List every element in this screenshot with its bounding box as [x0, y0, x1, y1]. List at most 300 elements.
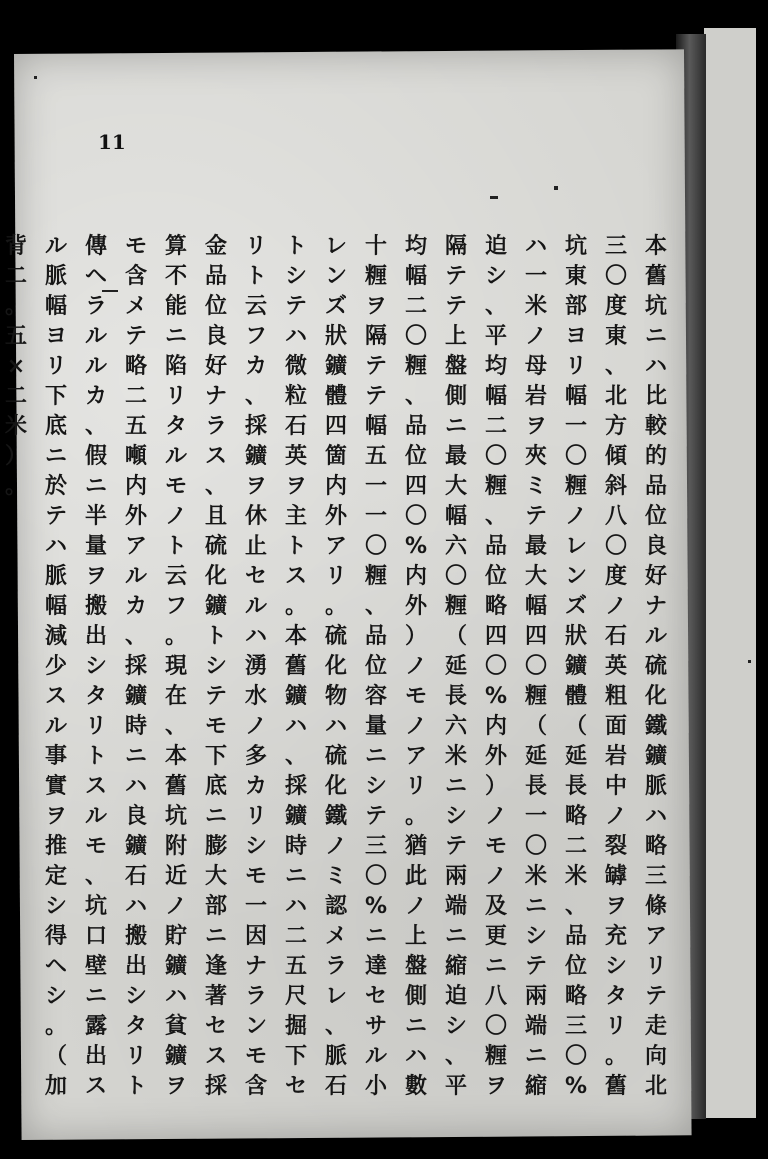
- text-char: 。: [44, 1014, 67, 1039]
- text-char: 五: [284, 954, 307, 979]
- text-char: ニ: [404, 1014, 427, 1039]
- text-char: ル: [44, 714, 67, 739]
- text-char: ノ: [604, 804, 627, 829]
- text-char: 。: [4, 474, 27, 499]
- text-char: ナ: [204, 384, 227, 409]
- text-char: 均: [404, 234, 427, 259]
- text-char: 〇: [484, 1014, 507, 1039]
- ink-mark: [34, 76, 37, 79]
- vertical-text-block: [4, 232, 676, 1099]
- text-column: [396, 232, 436, 1099]
- text-char: シ: [44, 894, 67, 919]
- text-char: 〇: [604, 264, 627, 289]
- text-char: テ: [364, 354, 387, 379]
- text-char: 部: [204, 894, 227, 919]
- text-char: %: [364, 894, 388, 919]
- text-char: ハ: [124, 894, 147, 919]
- text-char: 〇: [524, 834, 547, 859]
- text-char: ト: [204, 624, 227, 649]
- text-char: ニ: [84, 474, 107, 499]
- text-char: 充: [604, 924, 627, 949]
- text-char: ニ: [364, 744, 387, 769]
- text-char: 上: [404, 924, 427, 949]
- text-char: 四: [404, 474, 427, 499]
- text-char: モ: [164, 474, 187, 499]
- text-char: 〇: [484, 654, 507, 679]
- text-char: 石: [324, 1074, 347, 1099]
- text-char: 硫: [644, 654, 667, 679]
- text-char: 體: [324, 384, 347, 409]
- text-char: 底: [44, 414, 67, 439]
- text-char: 微: [284, 354, 307, 379]
- text-char: （: [564, 714, 587, 739]
- text-char: 〇: [364, 534, 387, 559]
- text-char: 。: [284, 594, 307, 619]
- text-char: 良: [204, 324, 227, 349]
- text-char: 幅: [524, 594, 547, 619]
- text-char: ナ: [644, 594, 667, 619]
- text-char: 中: [604, 774, 627, 799]
- text-char: ン: [324, 264, 347, 289]
- text-char: ト: [284, 234, 307, 259]
- text-char: 本: [284, 624, 307, 649]
- text-char: 糎: [484, 474, 507, 499]
- text-char: 長: [444, 684, 467, 709]
- text-char: 位: [404, 444, 427, 469]
- text-char: 硫: [324, 744, 347, 769]
- text-char: 隔: [364, 324, 387, 349]
- text-char: ニ: [524, 894, 547, 919]
- text-char: 品: [404, 414, 427, 439]
- text-char: （: [44, 1044, 67, 1069]
- text-char: ノ: [404, 654, 427, 679]
- text-char: 體: [564, 684, 587, 709]
- text-char: 搬: [124, 924, 147, 949]
- text-char: 脈: [324, 1044, 347, 1069]
- text-char: 、: [284, 744, 307, 769]
- text-char: 不: [164, 264, 187, 289]
- text-char: 〇: [524, 654, 547, 679]
- text-char: ）: [484, 774, 507, 799]
- text-char: カ: [244, 354, 267, 379]
- text-char: ニ: [444, 924, 467, 949]
- ink-mark: [748, 660, 751, 663]
- text-char: ノ: [324, 834, 347, 859]
- text-char: 〇: [564, 444, 587, 469]
- text-char: セ: [204, 1014, 227, 1039]
- text-char: ン: [564, 564, 587, 589]
- text-column: [316, 232, 356, 1099]
- text-char: 四: [484, 624, 507, 649]
- text-char: 著: [204, 984, 227, 1009]
- text-char: 湧: [244, 654, 267, 679]
- text-char: テ: [444, 834, 467, 859]
- text-char: 數: [404, 1074, 427, 1099]
- text-char: リ: [244, 234, 267, 259]
- text-char: 傾: [604, 444, 627, 469]
- text-char: 假: [84, 444, 107, 469]
- text-char: モ: [244, 1044, 267, 1069]
- text-char: リ: [244, 804, 267, 829]
- text-char: 石: [124, 864, 147, 889]
- text-char: 鐵: [644, 714, 667, 739]
- text-char: 。: [164, 624, 187, 649]
- text-char: 含: [244, 1074, 267, 1099]
- text-char: 北: [604, 384, 627, 409]
- text-char: シ: [124, 984, 147, 1009]
- text-char: 得: [44, 924, 67, 949]
- text-char: 云: [164, 564, 187, 589]
- text-char: タ: [124, 1014, 147, 1039]
- text-char: %: [404, 534, 428, 559]
- text-char: シ: [444, 1014, 467, 1039]
- text-char: ニ: [44, 444, 67, 469]
- text-char: 達: [364, 954, 387, 979]
- text-column: [356, 232, 396, 1099]
- text-char: 延: [444, 654, 467, 679]
- text-char: 、: [484, 294, 507, 319]
- text-char: ニ: [524, 1044, 547, 1069]
- text-char: 夾: [524, 444, 547, 469]
- text-char: 鑛: [204, 594, 227, 619]
- text-char: ニ: [204, 804, 227, 829]
- text-char: 内: [484, 714, 507, 739]
- text-char: 延: [524, 744, 547, 769]
- ink-mark: [554, 186, 558, 190]
- text-char: 東: [604, 324, 627, 349]
- text-char: 迫: [444, 984, 467, 1009]
- text-char: 、: [404, 384, 427, 409]
- text-char: 品: [644, 474, 667, 499]
- text-char: 時: [284, 834, 307, 859]
- text-char: ス: [284, 564, 307, 589]
- text-char: 八: [604, 504, 627, 529]
- text-char: 、: [444, 1044, 467, 1069]
- text-char: レ: [324, 984, 347, 1009]
- text-char: サ: [364, 1014, 387, 1039]
- text-char: タ: [164, 414, 187, 439]
- text-char: 下: [284, 1044, 307, 1069]
- text-char: ル: [84, 354, 107, 379]
- text-char: ニ: [444, 414, 467, 439]
- text-char: テ: [524, 504, 547, 529]
- text-char: ）: [4, 444, 27, 469]
- text-char: 向: [644, 1044, 667, 1069]
- text-column: [196, 232, 236, 1099]
- text-char: 坑: [644, 294, 667, 319]
- text-char: 三: [644, 864, 667, 889]
- text-char: 鑛: [164, 954, 187, 979]
- text-char: 米: [524, 294, 547, 319]
- text-char: ヲ: [84, 564, 107, 589]
- text-char: ハ: [644, 354, 667, 379]
- text-char: 搬: [84, 594, 107, 619]
- text-char: 。: [324, 594, 347, 619]
- text-char: 延: [564, 744, 587, 769]
- text-char: 。: [604, 1044, 627, 1069]
- text-char: ハ: [404, 1044, 427, 1069]
- text-char: シ: [364, 774, 387, 799]
- text-char: 的: [644, 444, 667, 469]
- text-char: 糎: [404, 354, 427, 379]
- text-char: シ: [484, 264, 507, 289]
- text-char: リ: [84, 714, 107, 739]
- text-char: 幅: [44, 294, 67, 319]
- text-char: 一: [244, 894, 267, 919]
- text-char: ヨ: [564, 324, 587, 349]
- text-char: 好: [644, 564, 667, 589]
- text-char: ス: [44, 684, 67, 709]
- text-char: 罅: [604, 864, 627, 889]
- text-char: 量: [84, 534, 107, 559]
- text-char: 幅: [444, 504, 467, 529]
- text-char: 露: [84, 1014, 107, 1039]
- text-char: 鑛: [124, 834, 147, 859]
- text-char: ハ: [284, 324, 307, 349]
- text-char: 鐵: [324, 804, 347, 829]
- text-char: 比: [644, 384, 667, 409]
- text-char: ヲ: [164, 1074, 187, 1099]
- text-char: 三: [564, 1014, 587, 1039]
- text-char: 〇: [364, 864, 387, 889]
- text-char: 側: [404, 984, 427, 1009]
- text-char: メ: [324, 924, 347, 949]
- text-char: ヲ: [284, 474, 307, 499]
- text-char: 加: [44, 1074, 67, 1099]
- text-char: ハ: [284, 714, 307, 739]
- text-column: [516, 232, 556, 1099]
- text-char: 内: [324, 474, 347, 499]
- text-char: %: [484, 684, 508, 709]
- text-char: 良: [644, 534, 667, 559]
- ink-mark: [490, 196, 498, 199]
- text-char: 多: [244, 744, 267, 769]
- text-char: テ: [444, 264, 467, 289]
- text-char: リ: [124, 1044, 147, 1069]
- text-char: ト: [84, 744, 107, 769]
- text-char: シ: [444, 804, 467, 829]
- text-char: セ: [364, 984, 387, 1009]
- text-char: 走: [644, 1014, 667, 1039]
- text-char: 鑛: [644, 744, 667, 769]
- text-char: 採: [284, 774, 307, 799]
- text-char: 内: [404, 564, 427, 589]
- text-char: ノ: [404, 894, 427, 919]
- text-char: 。: [404, 804, 427, 829]
- text-char: ハ: [124, 774, 147, 799]
- text-char: 箇: [324, 444, 347, 469]
- text-char: ノ: [164, 894, 187, 919]
- text-char: シ: [204, 654, 227, 679]
- text-char: 上: [444, 324, 467, 349]
- text-char: 兩: [524, 984, 547, 1009]
- text-char: 位: [564, 954, 587, 979]
- text-char: 最: [444, 444, 467, 469]
- text-char: ハ: [44, 534, 67, 559]
- text-char: 化: [644, 684, 667, 709]
- text-char: 因: [244, 924, 267, 949]
- text-char: 鑛: [284, 684, 307, 709]
- text-char: 現: [164, 654, 187, 679]
- text-char: 實: [44, 774, 67, 799]
- text-char: 及: [484, 894, 507, 919]
- text-char: ヲ: [44, 804, 67, 829]
- text-char: テ: [644, 984, 667, 1009]
- facing-page-edge: [704, 28, 756, 1118]
- text-char: 採: [244, 414, 267, 439]
- text-char: テ: [444, 294, 467, 319]
- text-char: 兩: [444, 864, 467, 889]
- text-char: 下: [44, 384, 67, 409]
- text-char: 膨: [204, 834, 227, 859]
- text-char: モ: [244, 864, 267, 889]
- text-char: 二: [484, 414, 507, 439]
- text-char: 鑛: [124, 684, 147, 709]
- text-char: テ: [284, 294, 307, 319]
- text-char: 、: [604, 354, 627, 379]
- text-char: ニ: [644, 324, 667, 349]
- text-char: カ: [124, 594, 147, 619]
- text-char: 量: [364, 714, 387, 739]
- text-char: ア: [124, 534, 147, 559]
- text-char: 出: [84, 624, 107, 649]
- text-char: ノ: [404, 714, 427, 739]
- text-char: ナ: [244, 954, 267, 979]
- text-char: モ: [124, 234, 147, 259]
- text-char: 大: [524, 564, 547, 589]
- text-char: ル: [164, 444, 187, 469]
- text-char: 位: [364, 654, 387, 679]
- text-char: 推: [44, 834, 67, 859]
- text-char: 含: [124, 264, 147, 289]
- text-char: ×: [6, 354, 26, 379]
- text-char: ニ: [124, 744, 147, 769]
- text-char: 外: [404, 594, 427, 619]
- text-char: 、: [364, 594, 387, 619]
- text-char: 二: [4, 384, 27, 409]
- text-char: リ: [324, 564, 347, 589]
- text-char: ト: [284, 534, 307, 559]
- text-char: 狀: [564, 624, 587, 649]
- text-char: 化: [204, 564, 227, 589]
- text-char: 出: [84, 1044, 107, 1069]
- text-char: ニ: [364, 924, 387, 949]
- text-char: ラ: [204, 414, 227, 439]
- text-char: 母: [524, 354, 547, 379]
- text-char: 石: [284, 414, 307, 439]
- text-char: 口: [84, 924, 107, 949]
- text-char: ズ: [324, 294, 347, 319]
- text-char: 大: [444, 474, 467, 499]
- text-char: ラ: [324, 954, 347, 979]
- text-column: [156, 232, 196, 1099]
- text-char: 好: [204, 354, 227, 379]
- text-char: 〇: [604, 534, 627, 559]
- text-char: 化: [324, 774, 347, 799]
- text-char: 鑛: [324, 354, 347, 379]
- text-char: 更: [484, 924, 507, 949]
- text-column: [476, 232, 516, 1099]
- text-char: 〇: [444, 564, 467, 589]
- text-char: 長: [564, 774, 587, 799]
- text-char: 糎: [364, 264, 387, 289]
- text-char: ン: [244, 1014, 267, 1039]
- text-char: テ: [364, 384, 387, 409]
- text-char: ヘ: [44, 954, 67, 979]
- text-char: テ: [364, 804, 387, 829]
- text-char: 二: [124, 384, 147, 409]
- text-char: 、: [84, 864, 107, 889]
- text-char: 金: [204, 234, 227, 259]
- text-char: ニ: [484, 954, 507, 979]
- text-char: 休: [244, 504, 267, 529]
- text-char: 半: [84, 504, 107, 529]
- text-char: ニ: [204, 924, 227, 949]
- text-char: ミ: [324, 864, 347, 889]
- text-char: 認: [324, 894, 347, 919]
- text-char: 尺: [284, 984, 307, 1009]
- text-char: フ: [244, 324, 267, 349]
- text-char: 略: [644, 834, 667, 859]
- text-char: 岩: [604, 744, 627, 769]
- text-char: リ: [644, 954, 667, 979]
- text-char: リ: [404, 774, 427, 799]
- text-char: ル: [124, 564, 147, 589]
- text-char: リ: [164, 384, 187, 409]
- text-char: ス: [84, 1074, 107, 1099]
- text-char: 壁: [84, 954, 107, 979]
- text-char: 較: [644, 414, 667, 439]
- text-char: 幅: [564, 384, 587, 409]
- text-char: 、: [164, 714, 187, 739]
- text-char: 縮: [444, 954, 467, 979]
- text-char: ト: [164, 534, 187, 559]
- text-char: 減: [44, 624, 67, 649]
- text-char: 外: [484, 744, 507, 769]
- text-char: ノ: [244, 714, 267, 739]
- text-char: ヲ: [364, 294, 387, 319]
- text-char: ハ: [244, 624, 267, 649]
- text-char: 略: [564, 804, 587, 829]
- text-char: シ: [284, 264, 307, 289]
- text-column: [116, 232, 156, 1099]
- text-char: リ: [44, 354, 67, 379]
- text-char: 出: [124, 954, 147, 979]
- text-char: ハ: [284, 894, 307, 919]
- text-char: 、: [204, 474, 227, 499]
- text-char: 噸: [124, 444, 147, 469]
- text-char: 一: [364, 474, 387, 499]
- text-char: シ: [244, 834, 267, 859]
- text-char: ヨ: [44, 324, 67, 349]
- text-char: 斜: [604, 474, 627, 499]
- text-char: 略: [484, 594, 507, 619]
- text-char: 外: [124, 504, 147, 529]
- text-char: ミ: [524, 474, 547, 499]
- text-char: 鑛: [244, 444, 267, 469]
- text-char: タ: [604, 984, 627, 1009]
- text-char: 大: [204, 864, 227, 889]
- text-char: フ: [164, 594, 187, 619]
- text-char: シ: [44, 984, 67, 1009]
- text-char: 〇: [404, 504, 427, 529]
- text-char: 外: [324, 504, 347, 529]
- text-char: テ: [124, 324, 147, 349]
- text-char: 脈: [44, 264, 67, 289]
- text-char: 、: [324, 1014, 347, 1039]
- text-char: 糎: [444, 594, 467, 619]
- text-char: 鑛: [164, 1044, 187, 1069]
